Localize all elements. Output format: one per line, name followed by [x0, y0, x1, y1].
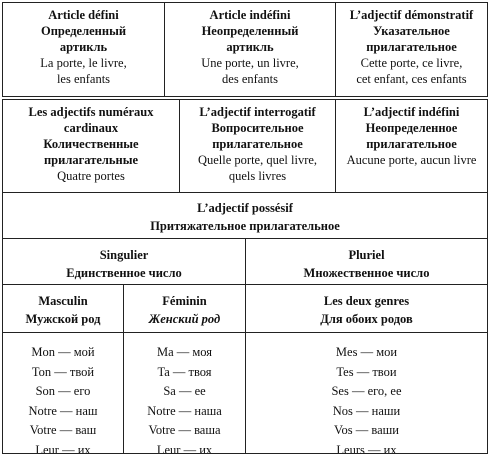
- ru-line-2: артикль: [226, 40, 274, 54]
- form-item: Leurs — их: [336, 442, 397, 454]
- title-article-indefini: Article indéfini: [209, 8, 291, 22]
- ru-line-1: Указательное: [373, 24, 450, 38]
- ru-line-2: прилагательное: [212, 137, 303, 151]
- cell-deux-genres: [245, 284, 488, 333]
- example-line-1: Quelle porte, quel livre,: [197, 153, 318, 167]
- ru-line-2: прилагательные: [43, 153, 139, 167]
- form-item: Leur — их: [156, 442, 213, 454]
- form-item: Mes — мои: [335, 345, 398, 359]
- title-article-defini: Article défini: [48, 8, 119, 22]
- cell-adjectif-demonstratif: [335, 2, 488, 97]
- cell-article-indefini: [164, 2, 336, 97]
- ru-masculin: Мужской род: [25, 312, 101, 326]
- form-item: Notre — наш: [28, 403, 98, 418]
- cell-singulier: [2, 238, 246, 285]
- ru-line-2: прилагательное: [366, 40, 457, 54]
- form-item: Ma — моя: [156, 345, 213, 359]
- ru-line-1: Определенный: [40, 24, 127, 38]
- cell-masculin: [2, 284, 124, 333]
- ru-line-1: Неопределенный: [201, 24, 299, 38]
- title-line-1: Les adjectifs numéraux: [28, 105, 154, 119]
- cell-forms-masculine: [2, 332, 124, 454]
- form-item: Son — его: [35, 384, 91, 398]
- form-item: Ses — его, ее: [331, 384, 402, 398]
- cell-forms-feminine: [123, 332, 246, 454]
- example-line-1: Aucune porte, aucun livre: [346, 153, 477, 167]
- form-item: Votre — ваша: [148, 423, 221, 437]
- form-item: Mon — мой: [31, 345, 95, 359]
- example-line-1: Cette porte, ce livre,: [360, 56, 463, 70]
- form-item: Notre — наша: [147, 403, 222, 418]
- form-item: Sa — ее: [163, 384, 206, 398]
- title-masculin: Masculin: [38, 294, 88, 308]
- title-adjectif-interrogatif: L’adjectif interrogatif: [199, 105, 316, 119]
- ru-feminin: Женский род: [148, 312, 221, 326]
- cell-adjectif-possessif: [2, 192, 488, 239]
- title-pluriel: Pluriel: [348, 248, 385, 262]
- title-singulier: Singulier: [99, 248, 149, 262]
- form-item: Ton — твой: [31, 364, 95, 379]
- title-adjectif-demonstratif: L’adjectif démonstratif: [349, 8, 474, 22]
- title-line-2: cardinaux: [63, 121, 119, 135]
- example-line-1: La porte, le livre,: [40, 56, 127, 70]
- cell-article-defini: [2, 2, 165, 97]
- form-item: Nos — наши: [332, 403, 401, 418]
- ru-deux-genres: Для обоих родов: [320, 312, 413, 326]
- example-line-2: des enfants: [222, 72, 278, 86]
- cell-pluriel: [245, 238, 488, 285]
- ru-pluriel: Множественное число: [303, 266, 430, 280]
- form-item: Ta — твоя: [157, 364, 212, 379]
- example-line-2: les enfants: [56, 72, 111, 86]
- ru-line-1: Вопросительное: [211, 121, 304, 135]
- ru-singulier: Единственное число: [66, 266, 182, 280]
- form-item: Leur — их: [35, 442, 91, 454]
- title-adjectif-possessif: L’adjectif possésif: [197, 201, 293, 215]
- form-item: Tes — твои: [336, 364, 397, 379]
- form-item: Vos — ваши: [334, 423, 399, 437]
- ru-line-2: артикль: [59, 40, 108, 54]
- ru-possessive: Притяжательное прилагательное: [150, 219, 340, 233]
- cell-forms-plural: [245, 332, 488, 454]
- example-line-2: cet enfant, ces enfants: [356, 72, 467, 86]
- cell-adjectifs-numeraux: [2, 99, 180, 193]
- ru-line-1: Количественные: [43, 137, 139, 151]
- example-line-1: Quatre portes: [57, 169, 125, 183]
- cell-feminin: [123, 284, 246, 333]
- title-feminin: Féminin: [162, 294, 207, 308]
- form-item: Votre — ваш: [29, 423, 97, 437]
- title-deux-genres: Les deux genres: [323, 294, 410, 308]
- grammar-table: [2, 2, 488, 454]
- example-line-1: Une porte, un livre,: [201, 56, 299, 70]
- title-adjectif-indefini: L’adjectif indéfini: [363, 105, 460, 119]
- ru-line-2: прилагательное: [366, 137, 457, 151]
- cell-adjectif-interrogatif: [179, 99, 336, 193]
- ru-line-1: Неопределенное: [365, 121, 458, 135]
- example-line-2: quels livres: [228, 169, 287, 183]
- cell-adjectif-indefini: [335, 99, 488, 193]
